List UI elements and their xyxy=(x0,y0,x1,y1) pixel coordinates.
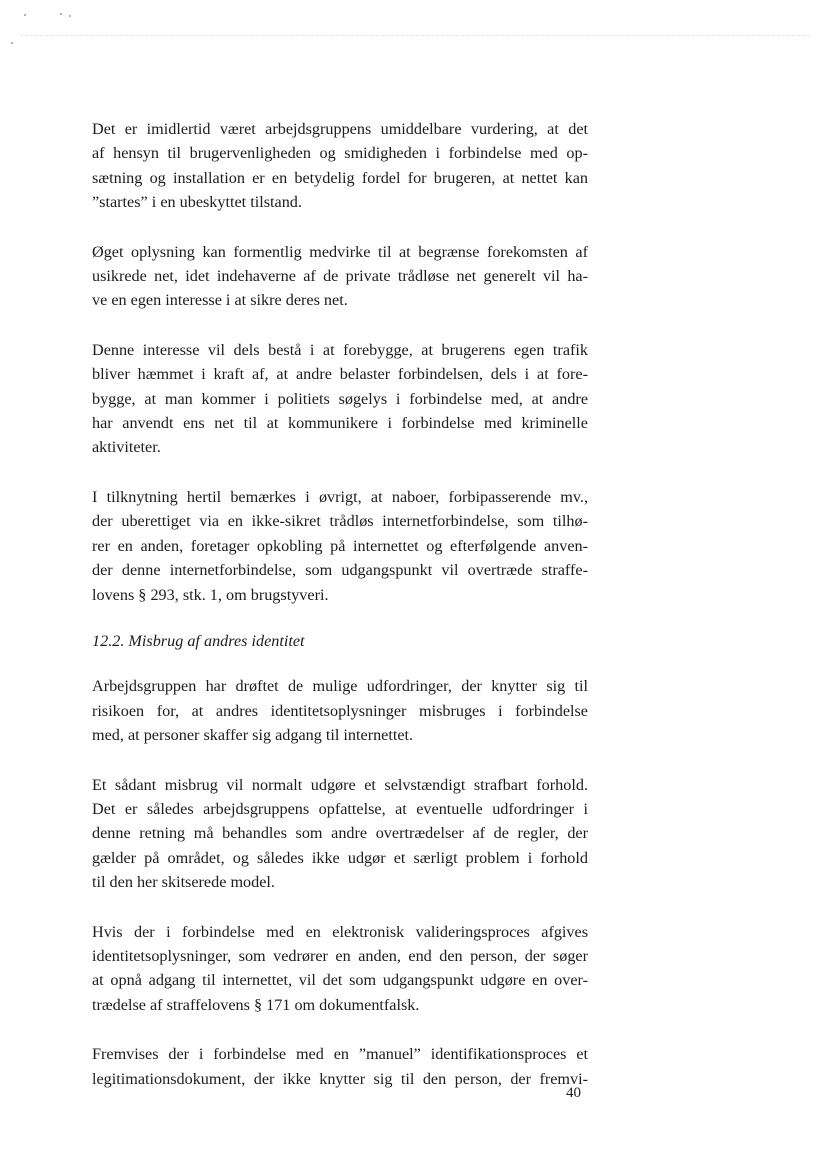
text-line: af hensyn til brugervenligheden og smidigheden i forbindelse med op- xyxy=(92,144,588,163)
text-line: der uberettiget via en ikke-sikret trådløs internetforbindelse, som tilhø- xyxy=(92,512,588,531)
text-line: Det er imidlertid været arbejdsgruppens umiddelbare vurdering, at det xyxy=(92,120,588,138)
scan-top-rule xyxy=(20,35,810,36)
paragraph-3 xyxy=(92,338,588,460)
scan-artifact-dot xyxy=(11,42,13,44)
document-body xyxy=(92,117,588,1091)
text-line: har anvendt ens net til at kommunikere i forbindelse med kriminelle xyxy=(92,414,588,433)
text-line: rer en anden, foretager opkobling på internettet og efterfølgende anven- xyxy=(92,536,588,555)
paragraph-6 xyxy=(92,773,588,895)
page-number: 40 xyxy=(566,1085,581,1101)
text-line: at opnå adgang til internettet, vil det som udgangspunkt udgøre en over- xyxy=(92,971,588,990)
text-line: bliver hæmmet i kraft af, at andre belaster forbindelsen, dels i at fore- xyxy=(92,365,588,384)
text-line: usikrede net, idet indehaverne af de private trådløse net generelt vil ha- xyxy=(92,267,588,286)
text-line: Arbejdsgruppen har drøftet de mulige udfordringer, der knytter sig til xyxy=(92,677,588,696)
text-line: til den her skitserede model. xyxy=(92,873,275,892)
text-line: Det er således arbejdsgruppens opfattelse, at eventuelle udfordringer i xyxy=(92,799,588,818)
text-line: identitetsoplysninger, som vedrører en anden, end den person, der søger xyxy=(92,946,588,965)
text-line: Et sådant misbrug vil normalt udgøre et selvstændigt strafbart forhold. xyxy=(92,775,588,794)
scan-artifact-dot xyxy=(24,14,26,16)
text-line: Hvis der i forbindelse med en elektronisk valideringsproces afgives xyxy=(92,922,588,941)
paragraph-5 xyxy=(92,674,588,747)
text-line: risikoen for, at andres identitetsoplysninger misbruges i forbindelse xyxy=(92,701,588,720)
scan-artifact-dot xyxy=(69,15,71,17)
text-line: trædelse af straffelovens § 171 om dokumentfalsk. xyxy=(92,995,420,1014)
text-line: gælder på området, og således ikke udgør et særligt problem i forhold xyxy=(92,848,588,867)
text-line: ”startes” i en ubeskyttet tilstand. xyxy=(92,193,302,212)
paragraph-7 xyxy=(92,920,588,1018)
paragraph-8 xyxy=(92,1042,588,1091)
text-line: bygge, at man kommer i politiets søgelys i forbindelse med, at andre xyxy=(92,389,588,408)
section-heading: 12.2. Misbrug af andres identitet xyxy=(92,631,305,650)
paragraph-4 xyxy=(92,485,588,607)
paragraph-1 xyxy=(92,117,588,215)
text-line: Øget oplysning kan formentlig medvirke til at begrænse forekomsten af xyxy=(92,242,588,261)
scan-artifact-dot xyxy=(60,13,62,15)
text-line: sætning og installation er en betydelig fordel for brugeren, at nettet kan xyxy=(92,168,588,187)
text-line: ve en egen interesse i at sikre deres net. xyxy=(92,291,348,310)
text-line: I tilknytning hertil bemærkes i øvrigt, at naboer, forbipasserende mv., xyxy=(92,487,588,506)
text-line: Denne interesse vil dels bestå i at forebygge, at brugerens egen trafik xyxy=(92,340,588,359)
text-line: lovens § 293, stk. 1, om brugstyveri. xyxy=(92,585,329,604)
text-line: legitimationsdokument, der ikke knytter sig til den person, der fremvi- xyxy=(92,1069,588,1088)
text-line: aktiviteter. xyxy=(92,438,161,457)
text-line: Fremvises der i forbindelse med en ”manuel” identifikationsproces et xyxy=(92,1045,588,1064)
text-line: der denne internetforbindelse, som udgangspunkt vil overtræde straffe- xyxy=(92,561,588,580)
paragraph-2 xyxy=(92,240,588,313)
text-line: med, at personer skaffer sig adgang til internettet. xyxy=(92,726,414,745)
text-line: denne retning må behandles som andre overtrædelser af de regler, der xyxy=(92,824,588,843)
